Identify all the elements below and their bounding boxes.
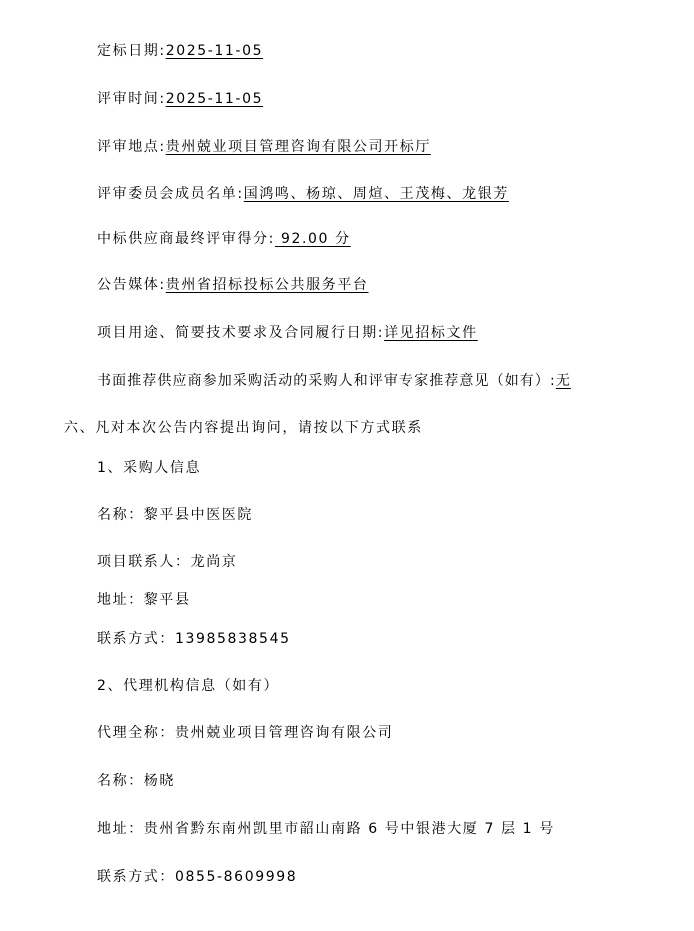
final-score-row [97,230,351,248]
usage-label: 项目用途、简要技术要求及合同履行日期: [97,325,385,341]
award-date-value: 2025-11-05 [165,43,264,59]
agency-name: 名称：杨晓 [97,773,175,789]
media-value: 贵州省招标投标公共服务平台 [165,277,369,293]
review-time-value: 2025-11-05 [165,91,264,107]
recommendation-label: 书面推荐供应商参加采购活动的采购人和评审专家推荐意见（如有）: [97,373,556,389]
agency-full-name: 代理全称：贵州兢业项目管理咨询有限公司 [97,725,394,741]
final-score-label: 中标供应商最终评审得分: [97,231,275,247]
review-location-label: 评审地点: [97,139,166,155]
section-six-heading: 六、凡对本次公告内容提出询问，请按以下方式联系 [64,420,423,436]
committee-value: 国鸿鸣、杨琼、周煊、王茂梅、龙银芳 [243,186,509,202]
purchaser-title: 1、采购人信息 [97,460,202,476]
award-date-label: 定标日期: [97,43,166,59]
purchaser-contact-person: 项目联系人：龙尚京 [97,554,238,570]
usage-value: 详见招标文件 [384,325,478,341]
review-time-row [97,90,263,108]
agency-phone: 联系方式：0855-8609998 [97,869,298,885]
award-date-row [97,42,263,60]
media-row [97,276,369,294]
committee-row [97,185,523,203]
recommendation-row [97,372,571,390]
review-time-label: 评审时间: [97,91,166,107]
recommendation-value: 无 [555,373,571,389]
usage-row [97,324,478,342]
agency-address: 地址：贵州省黔东南州凯里市韶山南路 6 号中银港大厦 7 层 1 号 [97,821,555,837]
review-location-row [97,138,431,156]
review-location-value: 贵州兢业项目管理咨询有限公司开标厅 [165,139,431,155]
final-score-value: 92.00 分 [274,231,351,247]
committee-label: 评审委员会成员名单: [97,186,244,202]
agency-title: 2、代理机构信息（如有） [97,678,280,694]
media-label: 公告媒体: [97,277,166,293]
purchaser-address: 地址：黎平县 [97,592,191,608]
purchaser-phone: 联系方式：13985838545 [97,631,291,647]
purchaser-name: 名称：黎平县中医医院 [97,507,253,523]
